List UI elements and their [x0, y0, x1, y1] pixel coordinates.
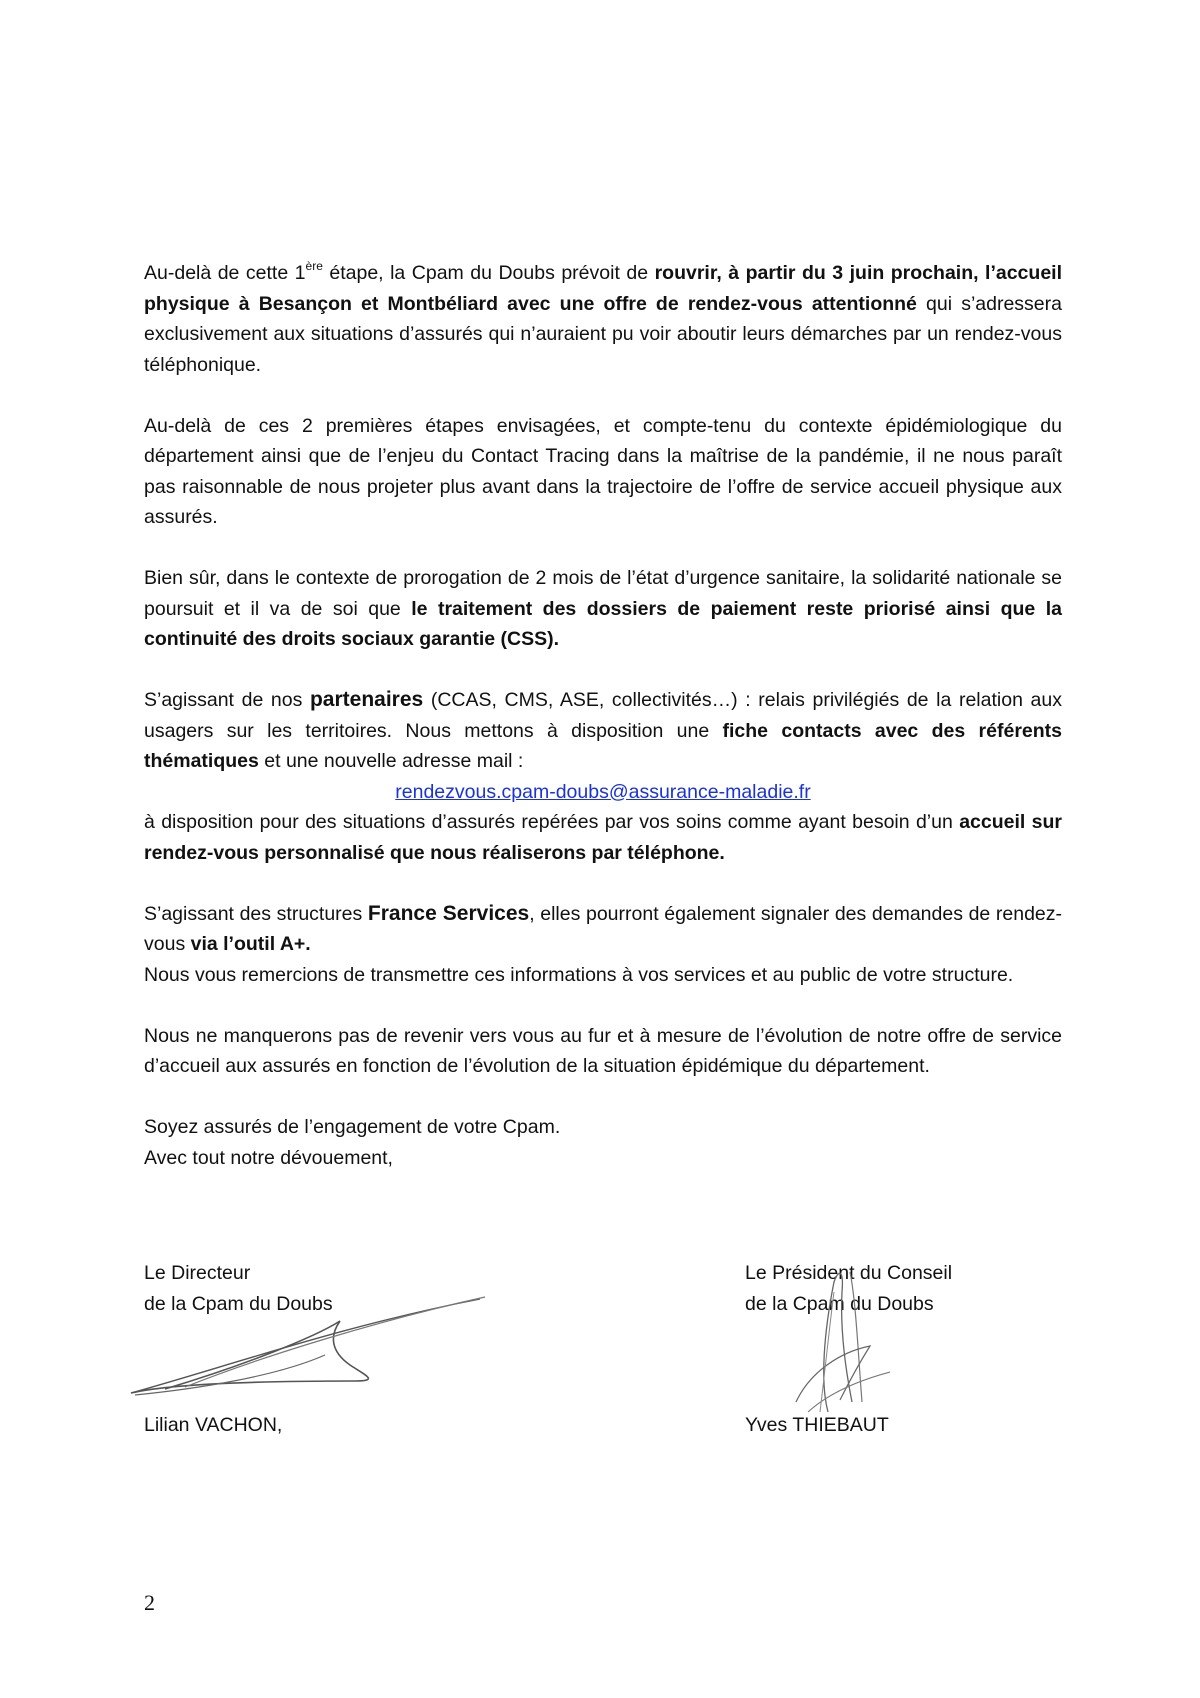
text-span: Bien sûr, dans le contexte de prorogation de 2 mois de l’état d’urgence sanitaire, la solidarité nationale se poursuit et il va de soi que: [144, 567, 1062, 620]
text-span: S’agissant des structures: [144, 902, 368, 925]
closing-line-1: Soyez assurés de l’engagement de votre Cpam.: [144, 1116, 561, 1138]
bold-text: via l’outil A+.: [190, 933, 311, 955]
bold-text: rouvrir, à partir du 3 juin prochain, l’accueil physique à Besançon et Montbéliard avec une offre de rendez-vous attentionné: [144, 262, 1062, 315]
text-span: et une nouvelle adresse mail :: [258, 750, 524, 772]
bold-text: partenaires: [309, 688, 424, 711]
paragraph-context: Au-delà de ces 2 premières étapes envisagées, et compte-tenu du contexte épidémiologique du département ainsi que de l’enjeu du Contact Tracing dans la maîtrise de la pandémie, il ne nous paraît pas raisonnable de nous projeter plus avant dans la trajectoire de l’offre de service accueil physique aux assurés.: [144, 414, 1062, 528]
closing-line-2: Avec tout notre dévouement,: [144, 1146, 393, 1169]
director-name: Lilian VACHON,: [144, 1414, 283, 1436]
superscript: ère: [305, 259, 323, 273]
text-span: à disposition pour des situations d’assurés repérées par vos soins comme ayant besoin d’un: [144, 811, 960, 833]
signer-organization: de la Cpam du Doubs: [745, 1292, 934, 1315]
director-signature: [125, 1285, 495, 1405]
bold-text: fiche contacts avec des référents thématiques: [144, 719, 1062, 772]
email-link[interactable]: rendezvous.cpam-doubs@assurance-maladie.fr: [395, 780, 811, 803]
president-signature: [790, 1262, 910, 1422]
paragraph-followup: Nous ne manquerons pas de revenir vers vous au fur et à mesure de l’évolution de notre offre de service d’accueil aux assurés en fonction de l’évolution de la situation épidémique du département.: [144, 1024, 1062, 1077]
president-name: Yves THIEBAUT: [745, 1414, 889, 1436]
paragraph-reopening: [144, 258, 1062, 380]
paragraph-solidarity: [144, 563, 1062, 655]
paragraph-thanks: Nous vous remercions de transmettre ces informations à vos services et au public de votre structure.: [144, 963, 1014, 986]
signer-title: Le Directeur: [144, 1262, 251, 1284]
text-span: qui s’adressera exclusivement aux situations d’assurés qui n’auraient pu voir aboutir leurs démarches par un rendez-vous téléphonique.: [144, 292, 1062, 376]
page-number: 2: [144, 1590, 155, 1615]
bold-text: le traitement des dossiers de paiement reste priorisé ainsi que la continuité des droits sociaux garantie (CSS).: [144, 597, 1062, 650]
text-span: étape, la Cpam du Doubs prévoit de: [322, 262, 655, 284]
text-span: Au-delà de cette 1: [144, 262, 306, 284]
bold-text: France Services: [367, 901, 530, 925]
text-span: (CCAS, CMS, ASE, collectivités…) : relais privilégiés de la relation aux usagers sur les territoires. Nous mettons à disposition une: [144, 689, 1062, 742]
letter-body: [144, 258, 1062, 1173]
text-span: S’agissant de nos: [144, 689, 310, 711]
paragraph-france-services: [144, 899, 1062, 960]
bold-text: accueil sur rendez-vous personnalisé que nous réaliserons par téléphone.: [144, 811, 1063, 864]
text-span: , elles pourront également signaler des demandes de rendez-vous: [144, 902, 1063, 955]
paragraph-partners: [144, 685, 1062, 868]
signer-title: Le Président du Conseil: [745, 1262, 953, 1284]
signer-organization: de la Cpam du Doubs: [144, 1292, 333, 1315]
